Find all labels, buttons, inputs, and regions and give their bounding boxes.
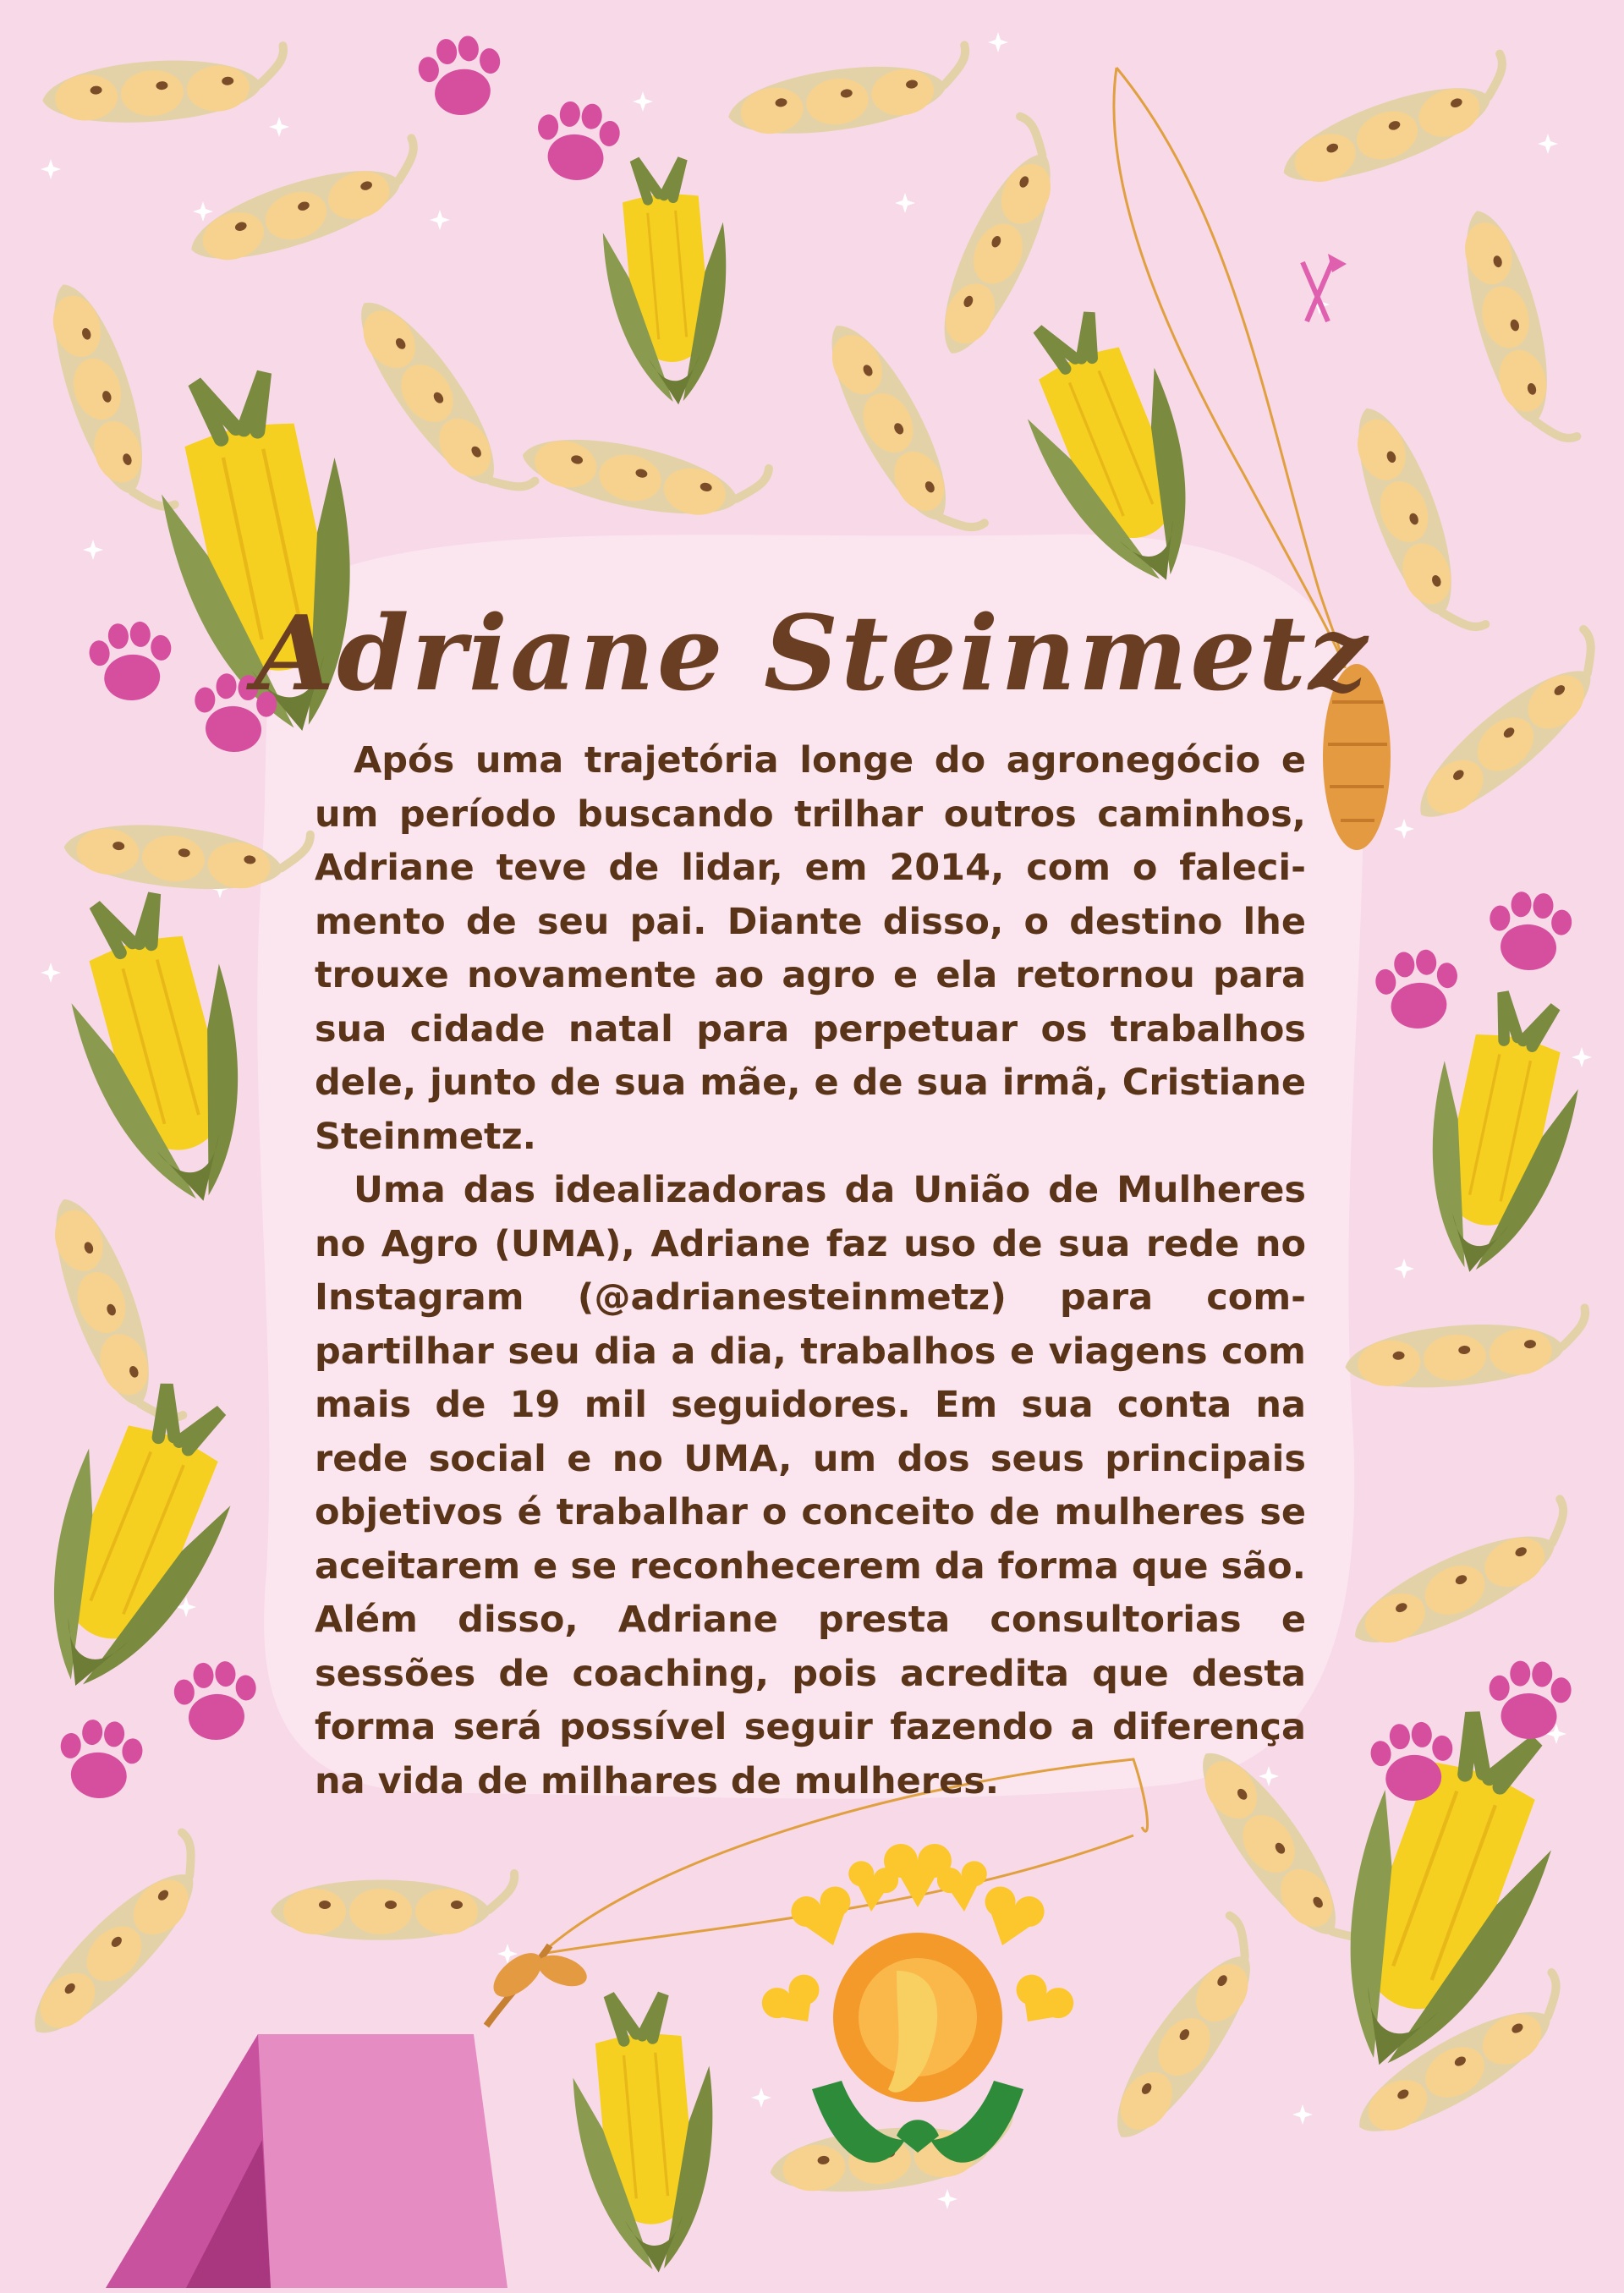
- bio-paragraph: Uma das idealizadoras da União de Mulheres no Agro (UMA), Adriane faz uso de sua rede no Instagram (@adrianesteinmetz) para compartilhar seu dia a dia, trabalhos e viagens com mais de 19 mil seguidores. Em sua conta na rede social e no UMA, um dos seus principais objetivos é trabalhar o conceito de mulheres se aceitarem e se reconhecerem da forma que são. Além disso, Adriane presta consultorias e sessões de coaching, pois acredita que desta forma será possível seguir fazendo a diferença na vida de milhares de mulheres.: [315, 1169, 1306, 1802]
- tent-icon: [106, 2034, 508, 2288]
- uma-logo-icon: [762, 1844, 1073, 2163]
- pin-icon: [1303, 254, 1347, 321]
- bio-paragraph: Após uma trajetória longe do agronegócio e um período buscando trilhar outros caminhos, Adriane teve de lidar, em 2014, com o falecimento de seu pai. Diante disso, o destino lhe trouxe novamente ao agro e ela retornou para sua cidade natal para perpetuar os trabalhos dele, junto de sua mãe, e de sua irmã, Cristiane Steinmetz.: [315, 739, 1306, 1158]
- bio-text: [315, 734, 1306, 1808]
- page-title: Adriane Steinmetz: [254, 592, 1370, 714]
